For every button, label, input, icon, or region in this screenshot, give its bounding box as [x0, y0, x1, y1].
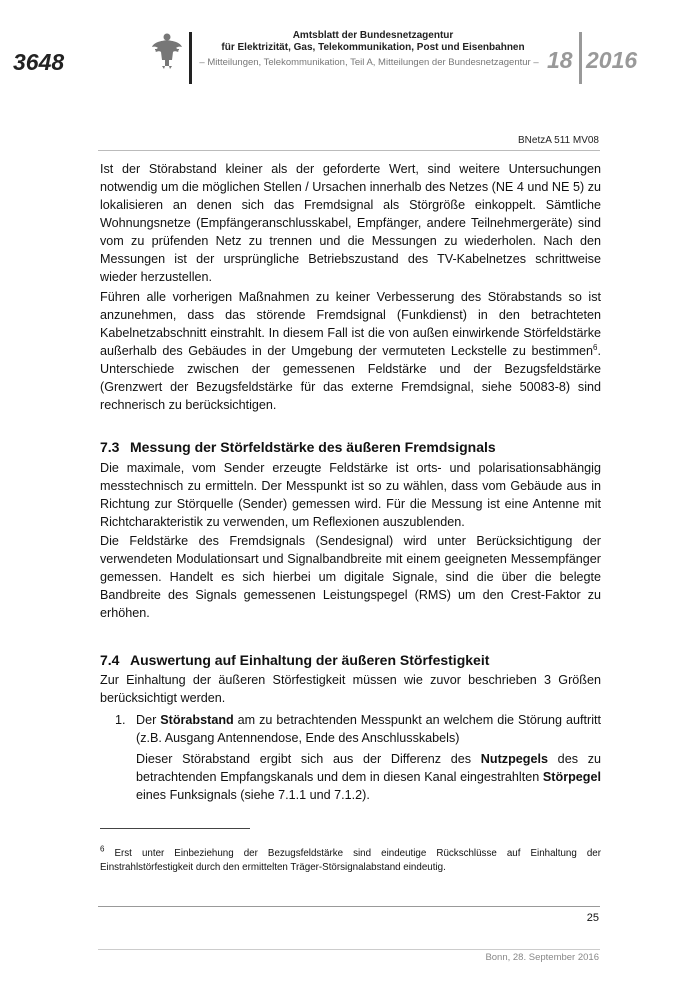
footer-rule	[98, 906, 600, 907]
reference-rule	[98, 150, 600, 151]
list-item-1-p2-bold-2: Störpegel	[542, 770, 601, 784]
publication-title	[198, 30, 548, 54]
heading-7-3	[100, 439, 496, 455]
federal-eagle-icon	[150, 30, 184, 70]
list-item-1-text-a: Der	[136, 713, 161, 727]
footnote-text: Erst unter Einbeziehung der Bezugsfeldstärke sind eindeutige Rückschlüsse auf Einhaltung der Einstrahlstörfestigkeit durch den ermittelten Träger-Störsignalabstand eindeutig.	[100, 848, 601, 873]
heading-7-3-title: Messung der Störfeldstärke des äußeren Fremdsignals	[130, 439, 496, 455]
footnote-reference[interactable]: 6	[593, 342, 598, 352]
heading-7-4-title: Auswertung auf Einhaltung der äußeren Störfestigkeit	[130, 652, 490, 668]
footer-place-date: Bonn, 28. September 2016	[485, 952, 599, 963]
issue-divider	[579, 32, 582, 84]
list-item-1-p2-text-a: Dieser Störabstand ergibt sich aus der Differenz des	[136, 752, 481, 766]
publication-subtitle: – Mitteilungen, Telekommunikation, Teil A, Mitteilungen der Bundesnetzagentur –	[199, 57, 539, 68]
publication-title-line1: Amtsblatt der Bundesnetzagentur	[292, 30, 454, 41]
paragraph-3: Die maximale, vom Sender erzeugte Feldstärke ist orts- und polarisationsabhängig messtechnisch zu ermitteln. Der Messpunkt ist so zu wählen, dass vom Gebäude aus in Richtung zur Störquelle (Sender) gemessen wird. Für die Messung ist eine Antenne mit Richtcharakteristik zu verwenden, um Reflexionen auszublenden.	[100, 461, 601, 529]
paragraph-2	[100, 288, 601, 414]
page-number: 3648	[13, 49, 65, 75]
list-item-1-text-b: am zu betrachtenden Messpunkt an welchem die Störung auftritt (z.B. Ausgang Antennendose, Ende des Anschlusskabels)	[136, 713, 601, 745]
document-reference: BNetzA 511 MV08	[518, 135, 599, 146]
paragraph-1: Ist der Störabstand kleiner als der geforderte Wert, sind weitere Untersuchungen notwendig um die möglichen Stellen / Ursachen innerhalb des Netzes (NE 4 und NE 5) zu lokalisieren an denen sich das Fremdsignal als Störgröße einkoppelt. Sämtliche Wohnungsnetze (Empfängeranschlusskabel, Empfänger, andere Teilnehmergeräte) sind vom zu prüfenden Netz zu trennen und die Messungen zu wiederholen. Nach den Messungen ist der ursprüngliche Betriebszustand des TV-Kabelnetzes schrittweise wieder herzustellen.	[100, 162, 601, 284]
publication-title-line2: für Elektrizität, Gas, Telekommunikation, Post und Eisenbahnen	[221, 42, 525, 53]
heading-7-4-number: 7.4	[100, 652, 120, 668]
footer-rule-2	[98, 949, 600, 950]
list-item-1	[115, 711, 601, 747]
list-item-1-p2-bold-1: Nutzpegels	[480, 752, 548, 766]
heading-7-3-number: 7.3	[100, 439, 120, 455]
issue-number: 18	[547, 47, 573, 73]
issue-year: 2016	[586, 47, 638, 73]
paragraph-2-text-a: Führen alle vorherigen Maßnahmen zu keiner Verbesserung des Störabstands so ist anzunehmen, dass das störende Fremdsignal (Funkdienst) in den betrachteten Kabelnetzabschnitt einstrahlt. In diesem Fall ist die von außen einwirkende Störfeldstärke außerhalb des Gebäudes in der Umgebung der vermuteten Leckstelle zu bestimmen	[100, 290, 601, 358]
list-item-1-number: 1.	[115, 713, 126, 727]
list-item-1-p2-text-c: eines Funksignals (siehe 7.1.1 und 7.1.2).	[136, 788, 370, 802]
footnote-mark: 6	[100, 844, 105, 854]
footnote	[100, 844, 601, 875]
paragraph-5: Zur Einhaltung der äußeren Störfestigkeit müssen wie zuvor beschrieben 3 Größen berücksichtigt werden.	[100, 673, 601, 705]
paragraph-4: Die Feldstärke des Fremdsignals (Sendesignal) wird unter Berücksichtigung der verwendeten Modulationsart und Signalbandbreite mit einem geeigneten Messempfänger gemessen. Handelt es sich hierbei um digitale Signale, sind die über die belegte Bandbreite des Signals gemessenen Leistungspegel (RMS) um den Crest-Faktor zu erhöhen.	[100, 534, 601, 620]
list-item-1-p2-text-b: des zu betrachtenden Empfangskanals und dem in diesen Kanal eingestrahlten	[136, 752, 601, 784]
list-item-1-bold: Störabstand	[160, 713, 234, 727]
heading-7-4	[100, 652, 489, 668]
footnote-rule	[100, 828, 250, 829]
paragraph-2-text-b: . Unterschiede zwischen der gemessenen Feldstärke und der Bezugsfeldstärke (Grenzwert der Bezugsfeldstärke für das externe Fremdsignal, siehe 50083-8) sind rechnerisch zu berücksichtigen.	[100, 344, 601, 412]
list-item-1-paragraph-2	[136, 750, 601, 804]
header-divider	[189, 32, 192, 84]
footer-page-number: 25	[586, 912, 599, 924]
